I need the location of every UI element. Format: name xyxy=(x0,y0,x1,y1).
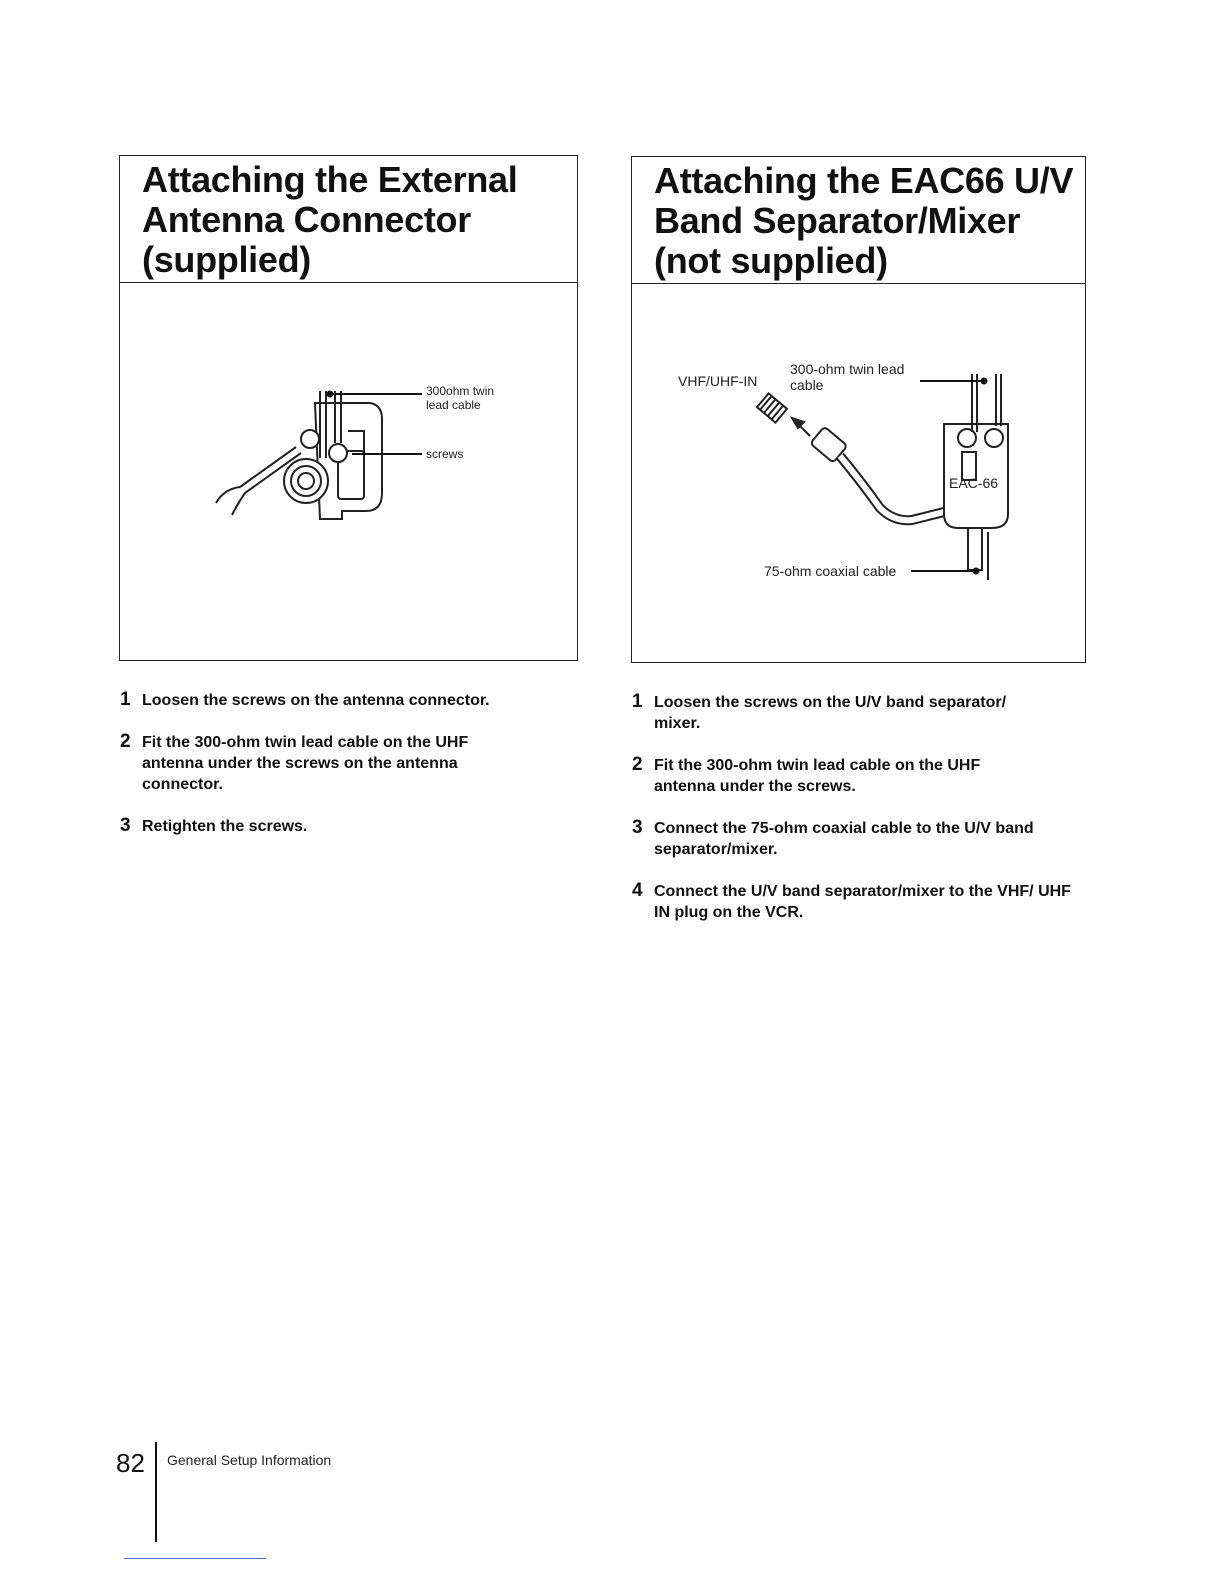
left-title-line-3: (supplied) xyxy=(142,239,311,280)
right-steps-list xyxy=(632,692,1072,944)
left-title-line-2: Antenna Connector xyxy=(142,199,471,240)
screws-label: screws xyxy=(426,447,464,461)
right-step-1 xyxy=(632,692,1054,734)
left-step-2-text: Fit the 300-ohm twin lead cable on the UHF antenna under the screws on the antenna connector. xyxy=(142,734,469,793)
vhf-uhf-in-label: VHF/UHF-IN xyxy=(678,373,758,389)
left-step-1-text: Loosen the screws on the antenna connector. xyxy=(142,692,490,709)
right-step-4 xyxy=(632,881,1072,923)
right-step-3-text: Connect the 75-ohm coaxial cable to the U/V band separator/mixer. xyxy=(654,820,1034,858)
coax-label: 75-ohm coaxial cable xyxy=(764,563,897,579)
left-step-2-number: 2 xyxy=(120,731,131,752)
bottom-rule xyxy=(124,1558,266,1559)
band-separator-figure xyxy=(632,284,1085,662)
right-step-1-number: 1 xyxy=(632,691,643,712)
twin-lead-label-2: cable xyxy=(790,377,824,393)
left-steps-list xyxy=(120,690,540,858)
right-step-1-text: Loosen the screws on the U/V band separator/ mixer. xyxy=(654,694,1007,732)
page-number: 82 xyxy=(116,1448,145,1478)
cable-label-1: 300ohm twin xyxy=(426,384,495,398)
left-title-line-1: Attaching the External xyxy=(142,159,518,200)
right-step-3-number: 3 xyxy=(632,817,643,838)
left-step-3 xyxy=(120,816,540,837)
right-step-2 xyxy=(632,755,1034,797)
twin-lead-label-1: 300-ohm twin lead xyxy=(790,361,905,377)
cable-label-2: lead cable xyxy=(426,398,481,412)
right-step-4-number: 4 xyxy=(632,880,643,901)
left-step-3-text: Retighten the screws. xyxy=(142,818,308,835)
left-step-3-number: 3 xyxy=(120,815,131,836)
left-step-2 xyxy=(120,732,492,795)
right-section-box xyxy=(631,156,1086,663)
left-section-box xyxy=(119,155,578,661)
left-step-1-number: 1 xyxy=(120,689,131,710)
footer-section-name: General Setup Information xyxy=(167,1452,332,1468)
right-step-4-text: Connect the U/V band separator/mixer to the VHF/ UHF IN plug on the VCR. xyxy=(654,883,1071,921)
right-section-title xyxy=(632,157,1085,284)
footer-divider xyxy=(155,1442,157,1542)
right-step-2-text: Fit the 300-ohm twin lead cable on the UHF antenna under the screws. xyxy=(654,757,981,795)
right-title-line-3: (not supplied) xyxy=(654,240,888,281)
left-step-1 xyxy=(120,690,540,711)
antenna-connector-figure xyxy=(120,283,577,660)
eac66-label: EAC-66 xyxy=(949,475,999,491)
right-title-line-2: Band Separator/Mixer xyxy=(654,200,1021,241)
left-section-title xyxy=(120,156,577,283)
right-step-3 xyxy=(632,818,1072,860)
right-step-2-number: 2 xyxy=(632,754,643,775)
right-title-line-1: Attaching the EAC66 U/V xyxy=(654,160,1074,201)
